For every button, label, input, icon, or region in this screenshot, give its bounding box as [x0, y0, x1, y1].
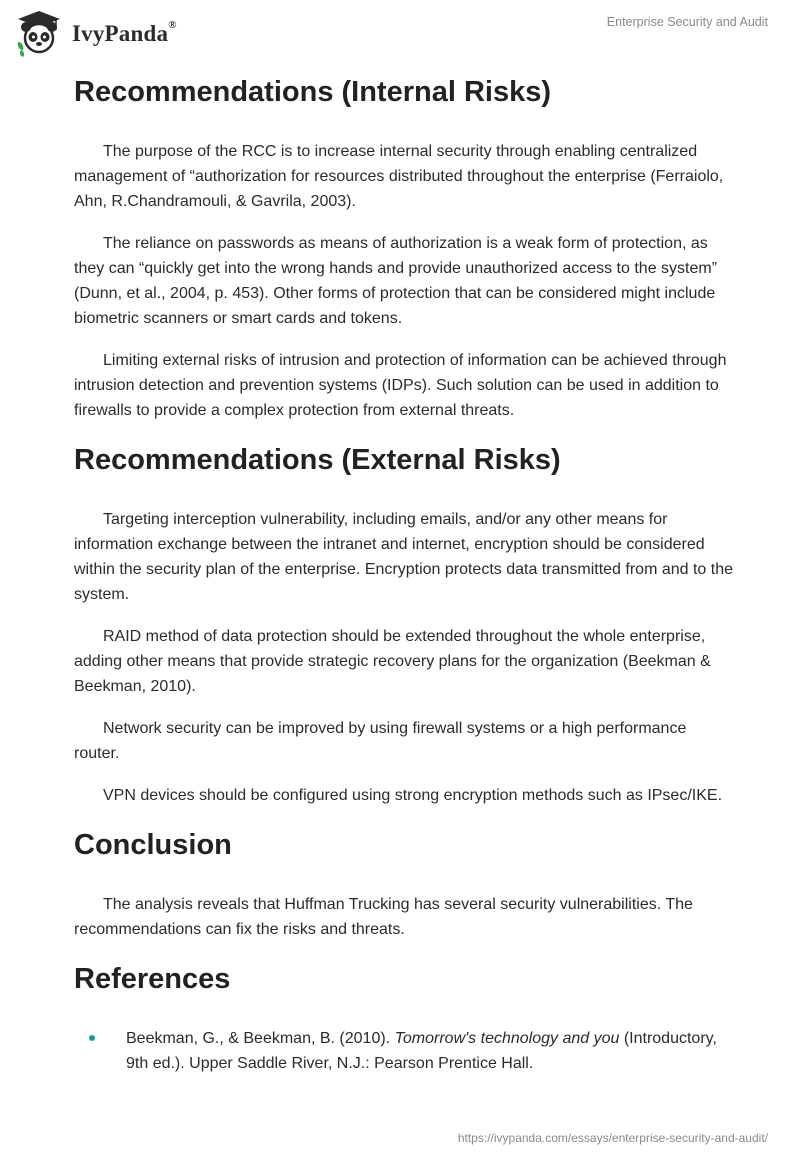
- section-heading-references: References: [74, 963, 231, 995]
- document-title: Enterprise Security and Audit: [606, 15, 768, 29]
- page-header: [0, 0, 800, 60]
- brand-name: IvyPanda®: [72, 19, 177, 46]
- section-heading-conclusion: Conclusion: [74, 829, 232, 861]
- paragraph: RAID method of data protection should be extended throughout the whole enterprise, adding other means that provide strategic recovery plans for the organization (Beekman & Beekman, 2010).: [74, 628, 711, 695]
- reference-item: Beekman, G., & Beekman, B. (2010). Tomorrow's technology and you (Introductory, 9th ed.). Upper Saddle River, N.J.: Pearson Prentice Hall.: [74, 1026, 734, 1076]
- ivypanda-logo[interactable]: [14, 8, 177, 58]
- bullet-icon: [89, 1035, 95, 1041]
- paragraph: The reliance on passwords as means of authorization is a weak form of protection, as they can “quickly get into the wrong hands and provide unauthorized access to the system” (Dunn, et al., 2004, p. 453). Other forms of protection that can be considered might include biometric scanners or smart cards and tokens.: [74, 235, 718, 327]
- paragraph: Limiting external risks of intrusion and protection of information can be achieved through intrusion detection and prevention systems (IDPs). Such solution can be used in addition to firewalls to provide a complex protection from external threats.: [74, 352, 727, 419]
- panda-graduate-icon: [14, 8, 64, 58]
- essay-body: [74, 70, 734, 1076]
- paragraph: VPN devices should be configured using strong encryption methods such as IPsec/IKE.: [103, 787, 723, 804]
- paragraph: The analysis reveals that Huffman Trucking has several security vulnerabilities. The recommendations can fix the risks and threats.: [74, 896, 693, 938]
- paragraph: Network security can be improved by using firewall systems or a high performance router.: [74, 720, 687, 762]
- section-heading-external-risks: Recommendations (External Risks): [74, 444, 561, 476]
- paragraph: Targeting interception vulnerability, including emails, and/or any other means for information exchange between the intranet and internet, encryption should be considered within the security plan of the enterprise. Encryption protects data transmitted from and to the system.: [74, 511, 734, 603]
- section-heading-internal-risks: Recommendations (Internal Risks): [74, 76, 551, 108]
- paragraph: The purpose of the RCC is to increase internal security through enabling centralized management of “authorization for resources distributed throughout the enterprise (Ferraiolo, Ahn, R.Chandramouli, & Gavrila, 2003).: [74, 143, 724, 210]
- source-url[interactable]: https://ivypanda.com/essays/enterprise-security-and-audit/: [457, 1131, 768, 1145]
- reference-list: [74, 1026, 734, 1076]
- reference-title: Tomorrow's technology and you: [394, 1030, 620, 1047]
